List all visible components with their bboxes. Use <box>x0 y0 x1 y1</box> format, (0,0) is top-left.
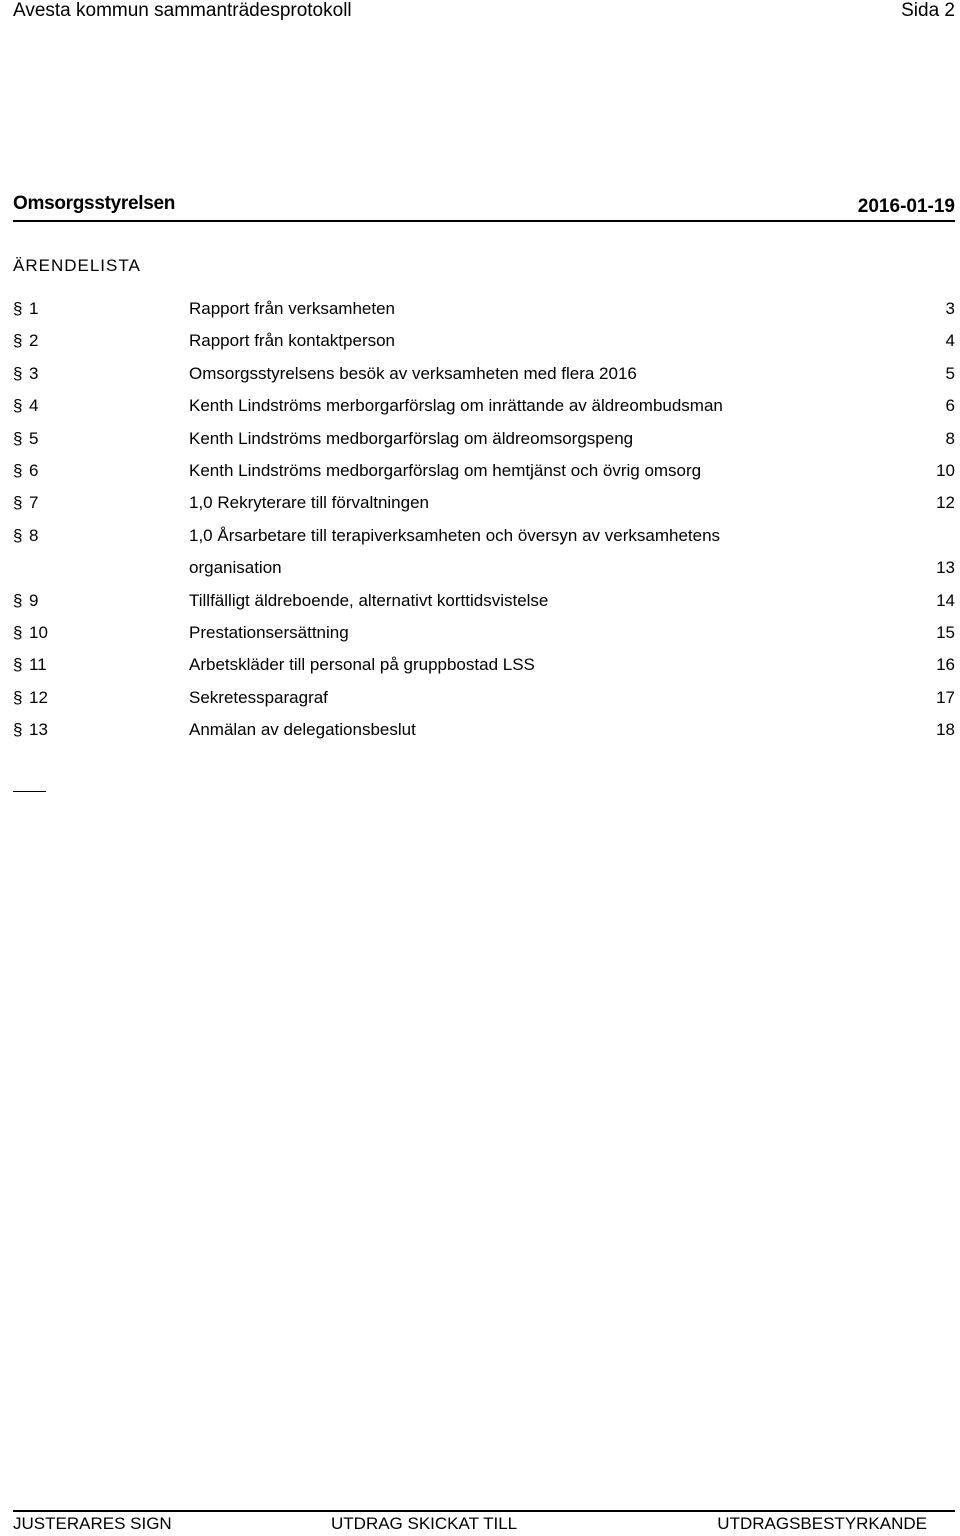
agenda-item-page: 18 <box>936 720 955 740</box>
agenda-item <box>13 585 955 617</box>
paragraph-sign: § <box>13 460 23 480</box>
agenda-item-line <box>13 423 955 455</box>
agenda-item <box>13 520 955 585</box>
agenda-item-page: 16 <box>936 655 955 675</box>
agenda-item-title: Arbetskläder till personal på gruppbostad LSS <box>189 655 535 675</box>
agenda-item-page: 14 <box>936 590 955 610</box>
paragraph-sign: § <box>13 331 23 351</box>
agenda-item <box>13 390 955 422</box>
paragraph-sign: § <box>13 622 23 642</box>
agenda-item-line <box>13 325 955 357</box>
agenda-item-title: Kenth Lindströms medborgarförslag om hemtjänst och övrig omsorg <box>189 460 702 480</box>
agenda-item-number: 4 <box>29 396 39 416</box>
agenda-list <box>13 293 955 746</box>
agenda-item <box>13 682 955 714</box>
agenda-item-number: 1 <box>29 299 39 318</box>
paragraph-sign: § <box>13 525 23 545</box>
agenda-item-line <box>13 455 955 487</box>
agenda-item-title: Kenth Lindströms medborgarförslag om äldreomsorgspeng <box>189 428 634 448</box>
agenda-item-title: Tillfälligt äldreboende, alternativt korttidsvistelse <box>189 590 549 610</box>
agenda-item-number: 3 <box>29 363 39 383</box>
paragraph-sign: § <box>13 687 23 707</box>
paragraph-sign: § <box>13 396 23 416</box>
agenda-item-page: 3 <box>945 299 955 318</box>
agenda-item <box>13 617 955 649</box>
agenda-item-title: 1,0 Rekryterare till förvaltningen <box>189 493 430 513</box>
agenda-item-page: 8 <box>945 428 955 448</box>
paragraph-sign: § <box>13 655 23 675</box>
meeting-date: 2016-01-19 <box>857 196 955 217</box>
agenda-item-line <box>13 358 955 390</box>
agenda-item-number: 6 <box>29 460 39 480</box>
agenda-item-title: Anmälan av delegationsbeslut <box>189 720 416 740</box>
agenda-item-number: 12 <box>29 687 48 707</box>
paragraph-sign: § <box>13 493 23 513</box>
agenda-item-number: 7 <box>29 493 39 513</box>
agenda-item-number: 13 <box>29 720 48 740</box>
agenda-item-page: 10 <box>936 460 955 480</box>
page-footer <box>13 1514 955 1536</box>
paragraph-sign: § <box>13 590 23 610</box>
agenda-item-title: Kenth Lindströms merborgarförslag om inrättande av äldreombudsman <box>189 396 723 416</box>
footer-utdragsbestyrkande: UTDRAGSBESTYRKANDE <box>717 1514 927 1533</box>
agenda-item-page: 13 <box>936 558 955 578</box>
agenda-item-line <box>13 649 955 681</box>
paragraph-sign: § <box>13 363 23 383</box>
footer-utdrag-skickat-till: UTDRAG SKICKAT TILL <box>331 1514 518 1533</box>
footer-justerares-sign: JUSTERARES SIGN <box>13 1514 172 1533</box>
agenda-item <box>13 714 955 746</box>
agenda-item-page: 6 <box>945 396 955 416</box>
agenda-item-line <box>13 390 955 422</box>
short-divider <box>13 791 46 792</box>
agenda-item <box>13 649 955 681</box>
agenda-item-page: 12 <box>936 493 955 513</box>
agenda-item-page: 4 <box>945 331 955 351</box>
agenda-item-title: Sekretessparagraf <box>189 687 328 707</box>
agenda-item-line <box>13 487 955 519</box>
agenda-item-line <box>13 682 955 714</box>
agenda-item-title: Rapport från kontaktperson <box>189 331 396 351</box>
agenda-item-title: 1,0 Årsarbetare till terapiverksamheten och översyn av verksamhetens <box>189 525 721 545</box>
agenda-item-number: 10 <box>29 622 48 642</box>
agenda-item <box>13 293 955 325</box>
agenda-item-page: 15 <box>936 622 955 642</box>
footer-divider <box>13 1510 955 1512</box>
agenda-item <box>13 325 955 357</box>
agenda-item-number: 11 <box>29 655 47 675</box>
paragraph-sign: § <box>13 428 23 448</box>
meeting-info <box>13 193 955 219</box>
agenda-item-line <box>13 714 955 746</box>
agenda-item-number: 2 <box>29 331 39 351</box>
paragraph-sign: § <box>13 299 23 318</box>
agenda-item-line <box>13 552 955 584</box>
agenda-item-title: organisation <box>189 558 282 578</box>
page-number: Sida 2 <box>901 0 955 21</box>
agenda-item-page: 17 <box>936 687 955 707</box>
agenda-item-title: Prestationsersättning <box>189 622 349 642</box>
agenda-item-line <box>13 617 955 649</box>
committee-divider <box>13 220 955 222</box>
agenda-item <box>13 358 955 390</box>
section-heading: ÄRENDELISTA <box>13 256 141 275</box>
agenda-item-title: Omsorgsstyrelsens besök av verksamheten med flera 2016 <box>189 363 637 383</box>
agenda-item-number: 8 <box>29 525 39 545</box>
agenda-item-page: 5 <box>945 363 955 383</box>
agenda-item-number: 9 <box>29 590 39 610</box>
agenda-item-line <box>13 520 955 552</box>
committee-name: Omsorgsstyrelsen <box>13 193 176 214</box>
agenda-item-line <box>13 293 955 325</box>
agenda-item <box>13 487 955 519</box>
paragraph-sign: § <box>13 720 23 740</box>
agenda-item-number: 5 <box>29 428 39 448</box>
document-title: Avesta kommun sammanträdesprotokoll <box>13 0 352 21</box>
page-header <box>13 0 955 24</box>
agenda-item <box>13 423 955 455</box>
agenda-item-title: Rapport från verksamheten <box>189 299 395 318</box>
agenda-item-line <box>13 585 955 617</box>
agenda-item <box>13 455 955 487</box>
